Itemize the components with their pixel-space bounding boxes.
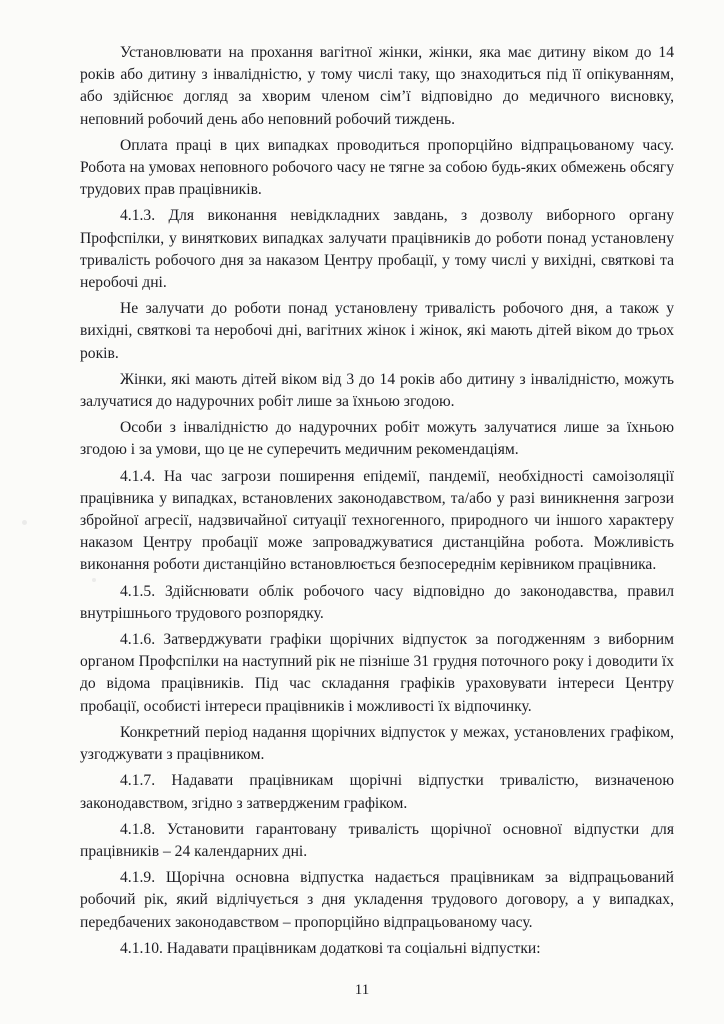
scan-mark [22,520,27,525]
paragraph: 4.1.8. Установити гарантовану тривалість щорічної основної відпустки для працівників – 24 календарних дні. [80,820,674,860]
document-body [80,42,674,960]
paragraph: Установлювати на прохання вагітної жінки, жінки, яка має дитину віком до 14 років або дитину з інвалідністю, у тому числі таку, що знаходиться під її опікуванням, або здійснює догляд за хворим членом сім’ї відповідно до медичного висновку, неповний робочий день або неповний робочий тиждень. [80,44,674,128]
paragraph: Не залучати до роботи понад установлену тривалість робочого дня, а також у вихідні, святкові та неробочі дні, вагітних жінок і жінок, які мають дітей віком до трьох років. [80,300,674,362]
paragraph: Жінки, які мають дітей віком від 3 до 14 років або дитину з інвалідністю, можуть залучатися до надурочних робіт лише за їхньою згодою. [80,370,674,411]
paragraph: 4.1.5. Здійснювати облік робочого часу відповідно до законодавства, правил внутрішнього трудового розпорядку. [80,582,674,622]
paragraph: 4.1.10. Надавати працівникам додаткові та соціальні відпустки: [120,939,541,957]
paragraph: Особи з інвалідністю до надурочних робіт можуть залучатися лише за їхньою згодою і за умови, що це не суперечить медичним рекомендаціям. [80,419,674,459]
page-number: 11 [354,982,370,998]
paragraph: 4.1.9. Щорічна основна відпустка надається працівникам за відпрацьований робочий рік, який відлічується з дня укладення трудового договору, а у випадках, передбачених законодавством – пропорційно відпрацьованому часу. [80,869,674,931]
paragraph: 4.1.7. Надавати працівникам щорічні відпустки тривалістю, визначеною законодавством, згідно з затвердженим графіком. [80,772,674,812]
paragraph: 4.1.4. На час загрози поширення епідемії, пандемії, необхідності самоізоляції працівника у випадках, встановлених законодавством, та/або у разі виникнення загрози збройної агресії, надзвичайної ситуації техногенного, природного чи іншого характеру наказом Центру пробації може запроваджуватися дистанційна робота. Можливість виконання роботи дистанційно встановлюється безпосереднім керівником працівника. [80,467,674,574]
paragraph: Конкретний період надання щорічних відпусток у межах, установлених графіком, узгоджувати з працівником. [80,723,674,764]
paragraph: 4.1.6. Затверджувати графіки щорічних відпусток за погодженням з виборним органом Профспілки на наступний рік не пізніше 31 грудня поточного року і доводити їх до відома працівників. Під час складання графіків ураховувати інтереси Центру пробації, особисті інтереси працівників і можливості їх відпочинку. [80,631,674,715]
paragraph: Оплата праці в цих випадках проводиться пропорційно відпрацьованому часу. Робота на умовах неповного робочого часу не тягне за собою будь-яких обмежень обсягу трудових прав працівників. [80,136,674,199]
paragraph: 4.1.3. Для виконання невідкладних завдань, з дозволу виборного органу Профспілки, у виняткових випадках залучати працівників до роботи понад установлену тривалість робочого дня за наказом Центру пробації, у тому числі у вихідні, святкові та неробочі дні. [80,207,674,292]
